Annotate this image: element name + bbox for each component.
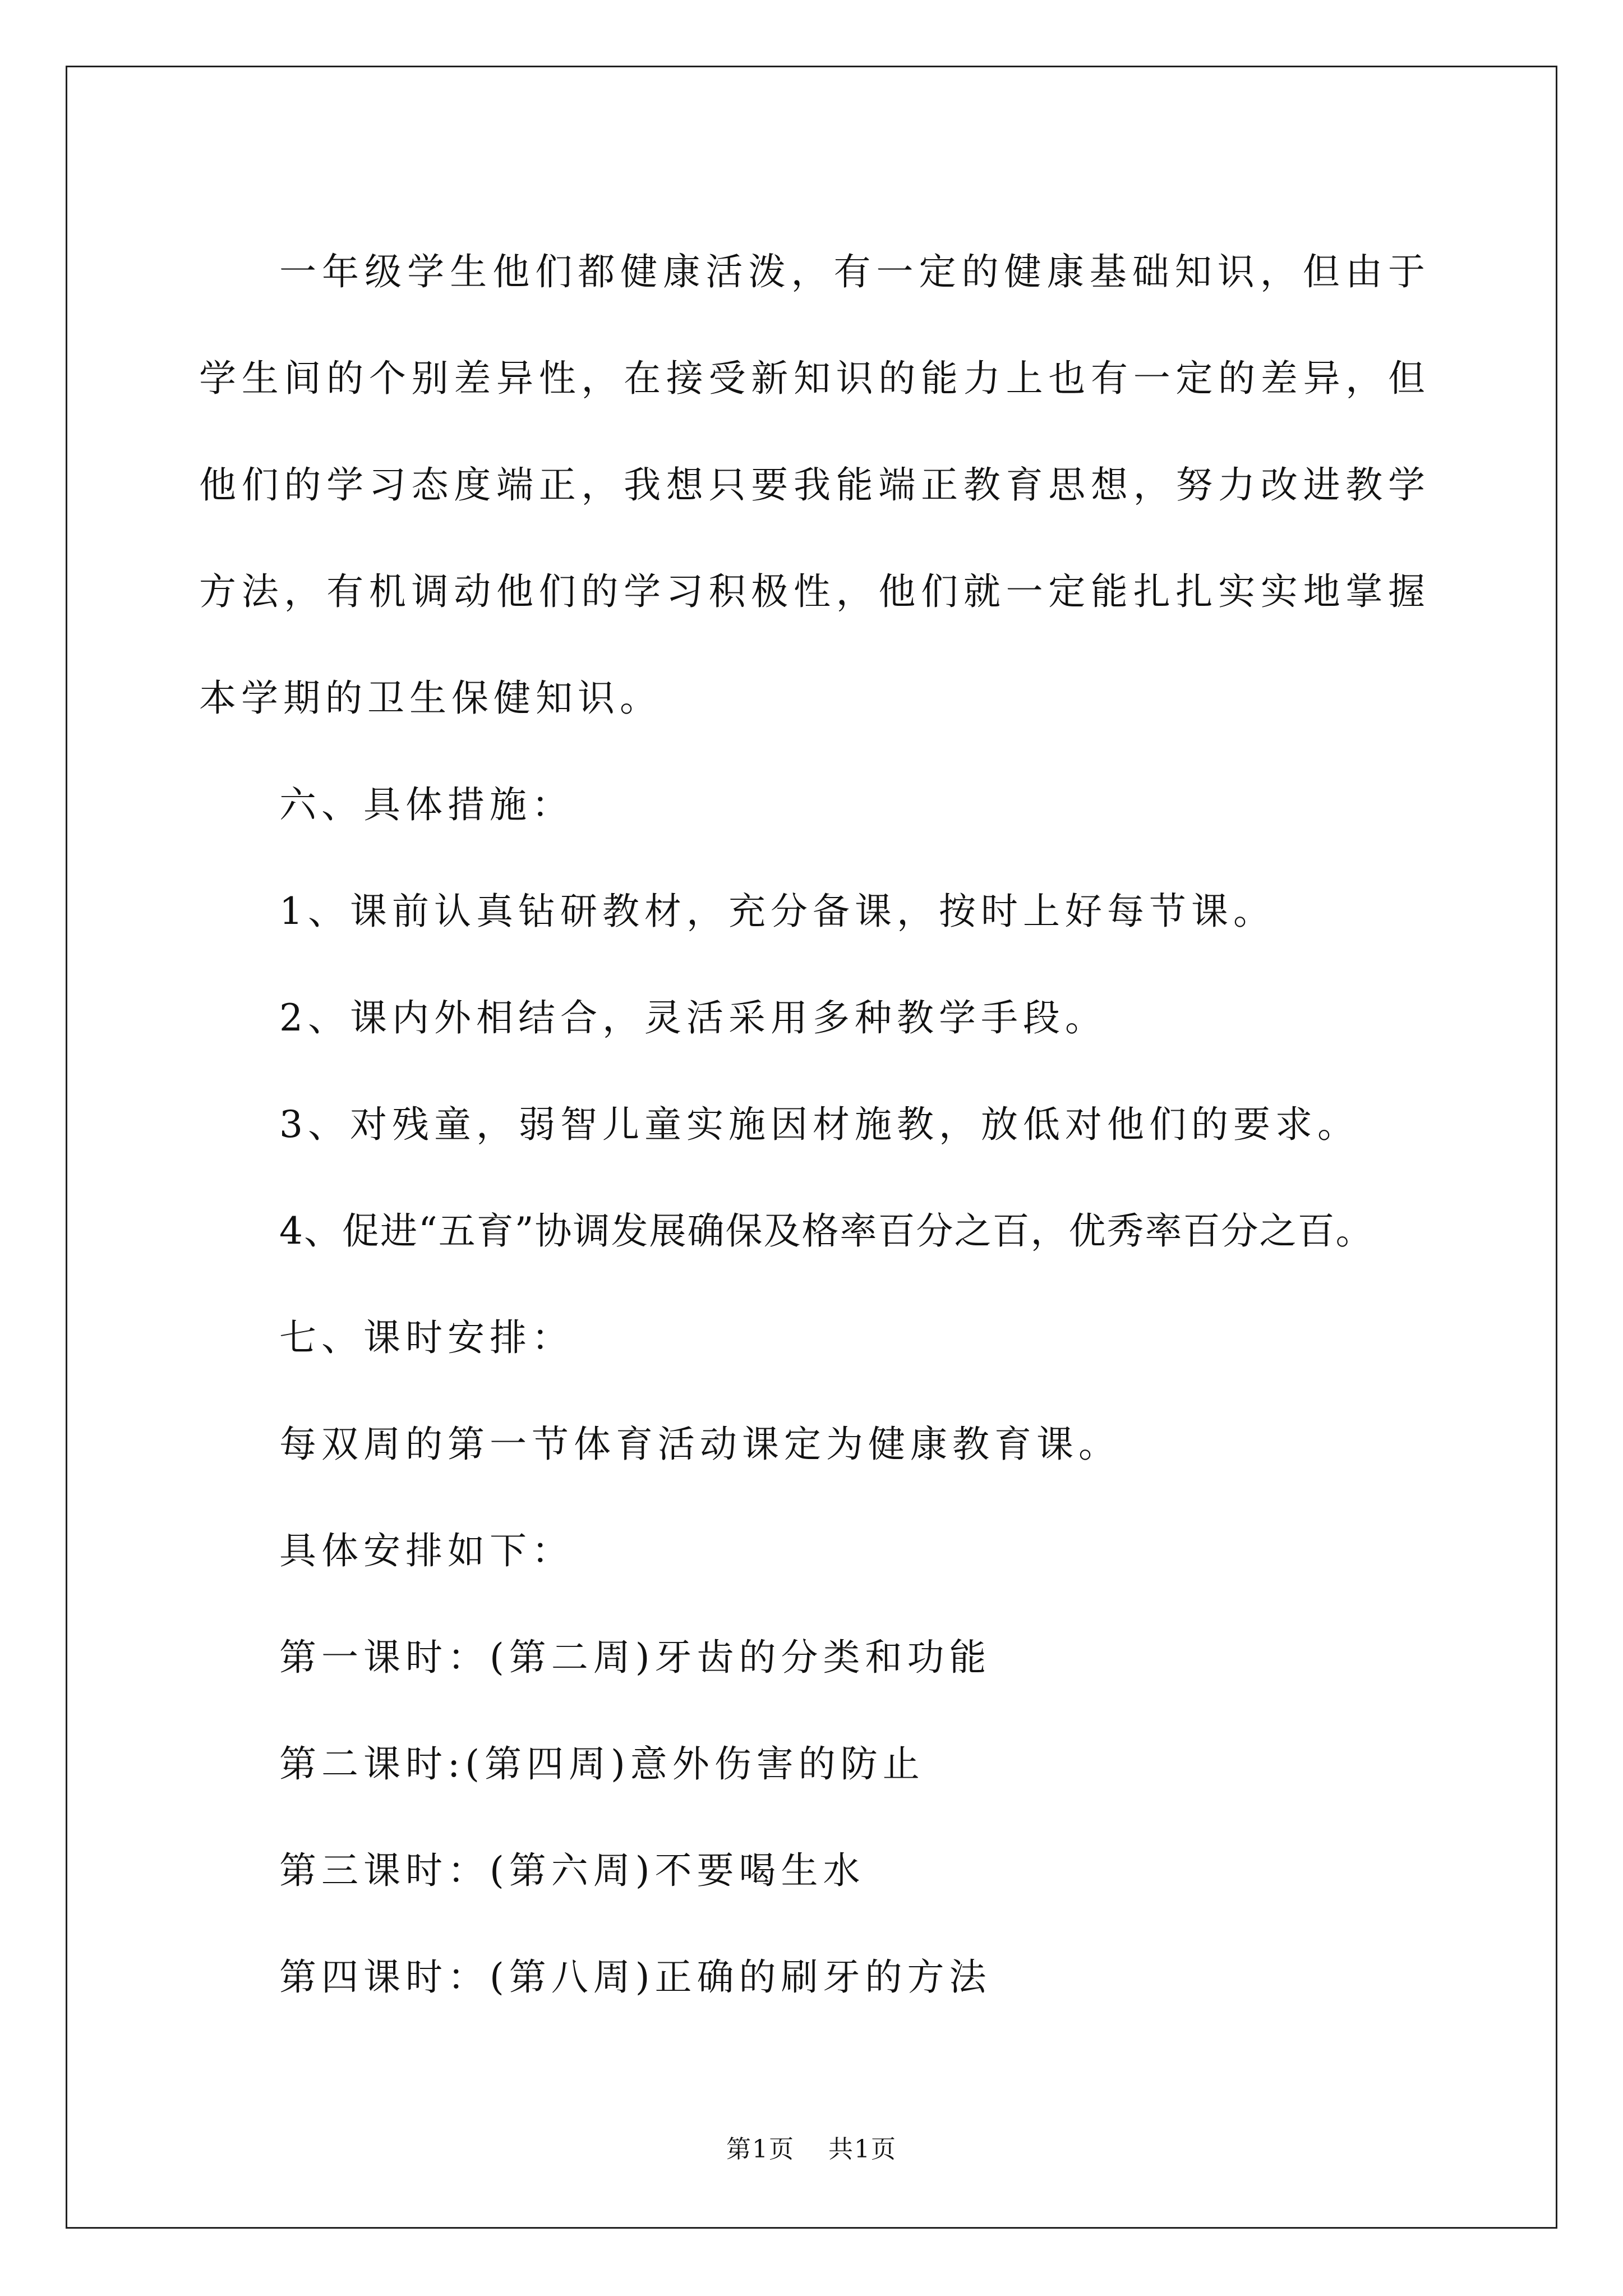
lesson-item: 第三课时：(第六周)不要喝生水 (279, 1849, 865, 1892)
document-body (199, 219, 1430, 2031)
page-number-total: 共1页 (828, 2135, 897, 2164)
page-number-current: 第1页 (726, 2135, 795, 2164)
lesson-item: 第一课时：(第二周)牙齿的分类和功能 (279, 1636, 992, 1679)
lesson-item: 第四课时：(第八周)正确的刷牙的方法 (279, 1955, 992, 1999)
page-footer (0, 2129, 1623, 2165)
intro-paragraph: 一年级学生他们都健康活泼，有一定的健康基础知识，但由于学生间的个别差异性，在接受新知识的能力上也有一定的差异，但他们的学习态度端正，我想只要我能端正教育思想，努力改进教学方法，有机调动他们的学习积极性，他们就一定能扎扎实实地掌握本学期的卫生保健知识。 (199, 250, 1430, 720)
measure-item: 3、对残童，弱智儿童实施因材施教，放低对他们的要求。 (279, 1103, 1359, 1146)
measure-item: 4、促进“五育”协调发展确保及格率百分之百，优秀率百分之百。 (279, 1209, 1374, 1253)
measure-item: 2、课内外相结合，灵活采用多种教学手段。 (279, 996, 1107, 1039)
schedule-intro: 每双周的第一节体育活动课定为健康教育课。 (279, 1423, 1121, 1466)
section-heading-measures: 六、具体措施： (279, 783, 574, 826)
measure-item: 1、课前认真钻研教材，充分备课，按时上好每节课。 (279, 890, 1275, 933)
lesson-item: 第二课时:(第四周)意外伤害的防止 (279, 1742, 925, 1786)
schedule-lead: 具体安排如下： (279, 1529, 574, 1572)
section-heading-schedule: 七、课时安排： (279, 1316, 574, 1359)
